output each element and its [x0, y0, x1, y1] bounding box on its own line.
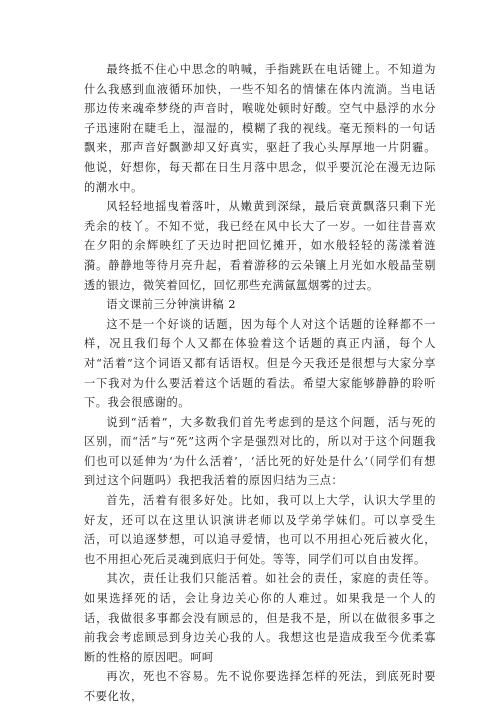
speech-paragraph-intro: 这不是一个好谈的话题，因为每个人对这个话题的诠释都不一样，况且我们每个人又都在体验着这个话题的真正内涵，每个人对“活着”这个词语又都有话语权。但是今天我还是很想与大家分享一下我对为什么要活着这个话题的看法。希望大家能够静静的聆听下。我会很感谢的。: [84, 317, 436, 410]
paragraph-wind-leaves: 风轻轻地摇曳着落叶，从嫩黄到深绿，最后衰黄飘落只剩下光秃余的枝丫。不知不觉，我已经在风中长大了一岁。一如往昔喜欢在夕阳的余辉映红了天边时把回忆摊开，如水般轻轻的荡漾着涟漪。静静地等待月亮升起，看着游移的云朵镶上月光如水般晶莹剔透的银边，微笑着回忆，回忆那些充满氤氲烟雾的过去。: [84, 200, 436, 292]
speech-paragraph-third-reason: 再次，死也不容易。先不说你要选择怎样的死法，到底死时要不要化妆，: [84, 670, 436, 703]
paragraph-phone-call: 最终抵不住心中思念的呐喊，手指跳跃在电话键上。不知道为什么我感到血液循环加快，一些不知名的情愫在体内流淌。当电话那边传来魂牵梦绕的声音时，喉咙处顿时好酸。空气中悬浮的水分子迅速附在睫毛上，湿湿的，模糊了我的视线。毫无预料的一句话飘来，那声音好飘渺却又好真实，驱赶了我心头厚厚地一片阴霾。他说，好想你，每天都在日生月落中思念，似乎要沉沦在漫无边际的潮水中。: [84, 63, 436, 194]
section-title: 语文课前三分钟演讲稿 2: [106, 298, 237, 312]
speech-paragraph-second-reason: 其次，责任让我们只能活着。如社会的责任，家庭的责任等。如果选择死的话，会让身边关心你的人难过。如果我是一个人的话，我做很多事都会没有顾忌的，但是我不是，所以在做很多事之前我会考虑顾忌到身边关心我的人。我想这也是造成我至今优柔寡断的性格的原因吧。呵呵: [84, 572, 436, 664]
speech-paragraph-living: 说到“活着”，大多数我们首先考虑到的是这个问题，活与死的区别，而“活”与“死”这两个字是强烈对比的，所以对于这个问题我们也可以延伸为‘为什么活着’，‘活比死的好处是什么’（同学们有想到过这个问题吗）我把我活着的原因归结为三点：: [84, 415, 436, 488]
speech-paragraph-first-reason: 首先，活着有很多好处。比如，我可以上大学，认识大学里的好友，还可以在这里认识演讲老师以及学弟学妹们。可以享受生活，可以追逐梦想，可以追寻爱情，也可以不用担心死后被火化，也不用担心死后灵魂到底归于何处。等等，同学们可以自由发挥。: [84, 494, 436, 566]
